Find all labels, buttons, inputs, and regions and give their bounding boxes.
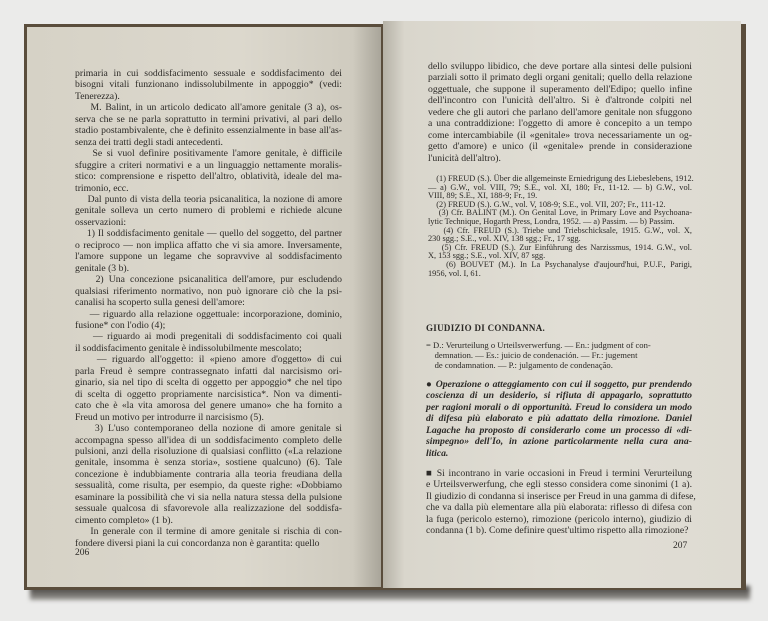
right-page-continuation-text [428, 61, 692, 164]
text-line: In generale con il termine di amore genitale si rischia di con- [75, 526, 342, 538]
text-line: Dal punto di vista della teoria psicanalitica, la nozione di amore [75, 193, 342, 205]
translation-line: demnation. — Es.: juicio de condenación. — Fr.: jugement [426, 350, 638, 360]
text-line: cimento completo» (1 b). [75, 514, 173, 526]
text-line: l'unicità dell'altro). [428, 152, 501, 164]
text-line: come intercambiabile (il «genitale» trova necessariamente un og- [428, 129, 692, 141]
text-line: stico: comprensione e rispetto dell'altro, oblatività, ideale del ma- [75, 171, 342, 183]
text-line: genitale (3 b). [75, 262, 130, 274]
text-line: primaria in cui soddisfacimento sessuale e soddisfacimento dei [75, 68, 342, 79]
text-line: trimonio, ecc. [75, 182, 129, 194]
text-line: parla Freud è sempre contrassegnato infatti dal narcisismo ori- [75, 365, 342, 377]
text-line: 1) Il soddisfacimento genitale — quello del soggetto, del partner [75, 228, 342, 240]
text-line: vedere che gli autori che parlano dell'amore genitale non sfuggono [428, 106, 692, 118]
footnote-line: VIII, 89; S.E., XI, 188-9; Fr., 19. [428, 191, 538, 201]
footnote-line: (4) Cfr. FREUD (S.). Triebe und Triebschicksale, 1915. G.W., vol. X, [428, 225, 692, 235]
text-line: a una contraddizione: l'oggetto di amore è concepito a un tempo [428, 118, 692, 130]
footnote-line: — a) G.W., vol. VIII, 79; S.E., vol. XI, 180; Fr., 11-12. — b) G.W., vol. [428, 182, 692, 192]
footnote-line: (3) Cfr. BALINT (M.). On Genital Love, in Primary Love and Psychoana- [428, 208, 692, 218]
footnote-line: (6) BOUVET (M.). In La Psychanalyse d'aujourd'hui, P.U.F., Parigi, [428, 259, 692, 269]
definition-line: ● Operazione o atteggiamento con cui il soggetto, pur prendendo [426, 379, 692, 390]
commentary-line: Il giudizio di condanna si inserisce per Freud in una gamma di difese, [426, 490, 696, 502]
commentary-line: la fuga (pericolo esterno), rimozione (pericolo interno), giudizio di [426, 513, 692, 525]
footnotes [428, 175, 692, 278]
footnote-line: lytic Technique, Hogarth Press, Londra, 1952. — a) Passim. — b) Passim. [428, 216, 675, 226]
entry-heading: GIUDIZIO DI CONDANNA. [426, 323, 546, 333]
definition-line: per ragioni morali o di opportunità. Freud lo considera un modo [426, 401, 692, 413]
definition-line: simpegno» dell'Io, in azione particolarmente nella cura ana- [426, 436, 692, 448]
text-line: accompagna spesso all'idea di un soddisfacimento completo delle [75, 434, 342, 446]
text-line: sessualità, come risulta, per esempio, da queste righe: «Dobbiamo [75, 480, 342, 492]
text-line: fusione* con l'odio (4); [75, 319, 166, 331]
definition-line: litica. [426, 447, 449, 459]
text-line: getto d'amore) e unico (il «genitale» prende in considerazione [428, 141, 692, 153]
footnote-line: 1956, vol. I, 61. [428, 268, 481, 278]
text-line: dello sviluppo libidico, che deve portare alla sintesi delle pulsioni [428, 61, 692, 72]
text-line: oggettuale, che suppone il superamento dell'Edipo; quello infine [428, 83, 692, 95]
text-line: bisogni vitali funzionano indissolubilmente in appoggio* (vedi: [75, 79, 342, 91]
text-line: M. Balint, in un articolo dedicato all'amore genitale (3 a), os- [75, 102, 342, 114]
page-number-right: 207 [673, 541, 688, 551]
text-line: serva che se ne parla soprattutto in termini privativi, al pari dello [75, 113, 342, 125]
right-page [383, 21, 741, 588]
footnote-line: 230 sgg.; S.E., vol. XIV, 138 sgg.; Fr., 17 sgg. [428, 234, 581, 244]
text-line: concezione è indubbiamente contraria alla teoria freudiana della [75, 468, 342, 480]
text-line: genitale, insomma è senza storia», sostiene qualcuno) (6). Tale [75, 457, 342, 469]
text-line: di scelta di oggetto propriamente narcisistica*. Non va dimenti- [75, 388, 342, 400]
footnote-line: (5) Cfr. FREUD (S.). Zur Einführung des Narzissmus, 1914. G.W., vol. [428, 242, 692, 252]
text-line: l'amore suppone un legame che sopravvive al soddisfacimento [75, 251, 342, 263]
text-line: esaminare la possibilità che vi sia nella natura stessa della pulsione [75, 491, 342, 503]
text-line: osservazioni: [75, 216, 127, 228]
left-page [27, 27, 381, 587]
left-page-text [75, 68, 342, 549]
translations [426, 340, 692, 370]
entry-definition [426, 379, 692, 459]
definition-line: Lagache ha proposto di considerarlo come un processo di «di- [426, 424, 692, 436]
text-line: ginario, sia nel tipo di scelta di oggetto per appoggio* che nel tipo [75, 377, 342, 389]
text-line: — riguardo ai modi pregenitali di soddisfacimento coi quali [75, 331, 342, 343]
text-line: o reciproco — non implica affatto che vi sia amore. Inversamente, [75, 239, 342, 251]
text-line: qualsiasi riferimento normativo, non può ignorare ciò che la psi- [75, 285, 342, 297]
text-line: — riguardo alla relazione oggettuale: incorporazione, dominio, [75, 308, 342, 320]
page-number-left: 206 [75, 548, 90, 558]
translation-line: de condamnation. — P.: julgamento de condenação. [426, 360, 613, 370]
commentary-line: ■ Si incontrano in varie occasioni in Freud i termini Verurteilung [426, 468, 692, 479]
text-line: Freud un motivo per introdurre il narcisismo (5). [75, 411, 264, 423]
commentary-line: e Urteilsverwerfung, che egli stesso considera come sinonimi (1 a). [426, 479, 692, 491]
footnote-line: (2) FREUD (S.). G.W., vol. V, 108-9; S.E., vol. VII, 207; Fr., 111-12. [428, 199, 666, 209]
text-line: pulsioni, anzi della risoluzione di qualsiasi conflitto («La relazione [75, 445, 342, 457]
text-line: Se si vuol definire positivamente l'amore genitale, è difficile [75, 148, 342, 160]
text-line: dell'incontro con l'unicità dell'altro. Si è d'altronde colpiti nel [428, 95, 692, 107]
text-line: canalisi ha scoperto sulla genesi dell'amore: [75, 297, 245, 309]
entry-commentary [426, 468, 696, 537]
text-line: Tenerezza). [75, 90, 120, 102]
text-line: 2) Una concezione psicanalitica dell'amore, pur escludendo [75, 274, 342, 286]
text-line: sessuale qualcosa di sfavorevole alla realizzazione del soddisfa- [75, 503, 342, 515]
commentary-line: condanna (1 b). Come definire quest'ultimo rispetto alla rimozione? [426, 525, 689, 537]
definition-line: di difesa più elaborato e più adattato della rimozione. Daniel [426, 413, 692, 425]
text-line: sfuggire a criteri normativi e a un linguaggio nettamente moralis- [75, 159, 342, 171]
text-line: senza dei tratti degli stadi antecedenti. [75, 136, 223, 148]
commentary-line: che va dalla più elementare alla più elaborata: riflesso di difesa con [426, 502, 692, 514]
text-line: il soddisfacimento genitale è indissolubilmente mescolato; [75, 342, 302, 354]
text-line: fondere diversi piani la cui concordanza non è garantita: quello [75, 537, 320, 549]
text-line: cato che è «la vita amorosa del genere umano» che ha fornito a [75, 400, 342, 412]
footnote-line: (1) FREUD (S.). Über die allgemeinste Erniedrigung des Liebeslebens, 1912. [428, 174, 694, 183]
text-line: stadio postambivalente, che è definito essenzialmente in base all'as- [75, 125, 342, 137]
footnote-line: X, 153 sgg.; S.E., vol. XIV, 87 sgg. [428, 251, 546, 261]
text-line: genitale solleva un certo numero di problemi e richiede alcune [75, 205, 342, 217]
text-line: 3) L'uso contemporaneo della nozione di amore genitale si [75, 423, 342, 435]
definition-line: coscienza di un desiderio, si rifiuta di appagarlo, soprattutto [426, 390, 692, 402]
text-line: — riguardo all'oggetto: il «pieno amore d'oggetto» di cui [75, 354, 342, 366]
text-line: parziali sotto il primato degli organi genitali; quello della relazione [428, 72, 692, 84]
translation-line: = D.: Verurteilung o Urteilsverwerfung. — En.: judgment of con- [426, 340, 651, 350]
